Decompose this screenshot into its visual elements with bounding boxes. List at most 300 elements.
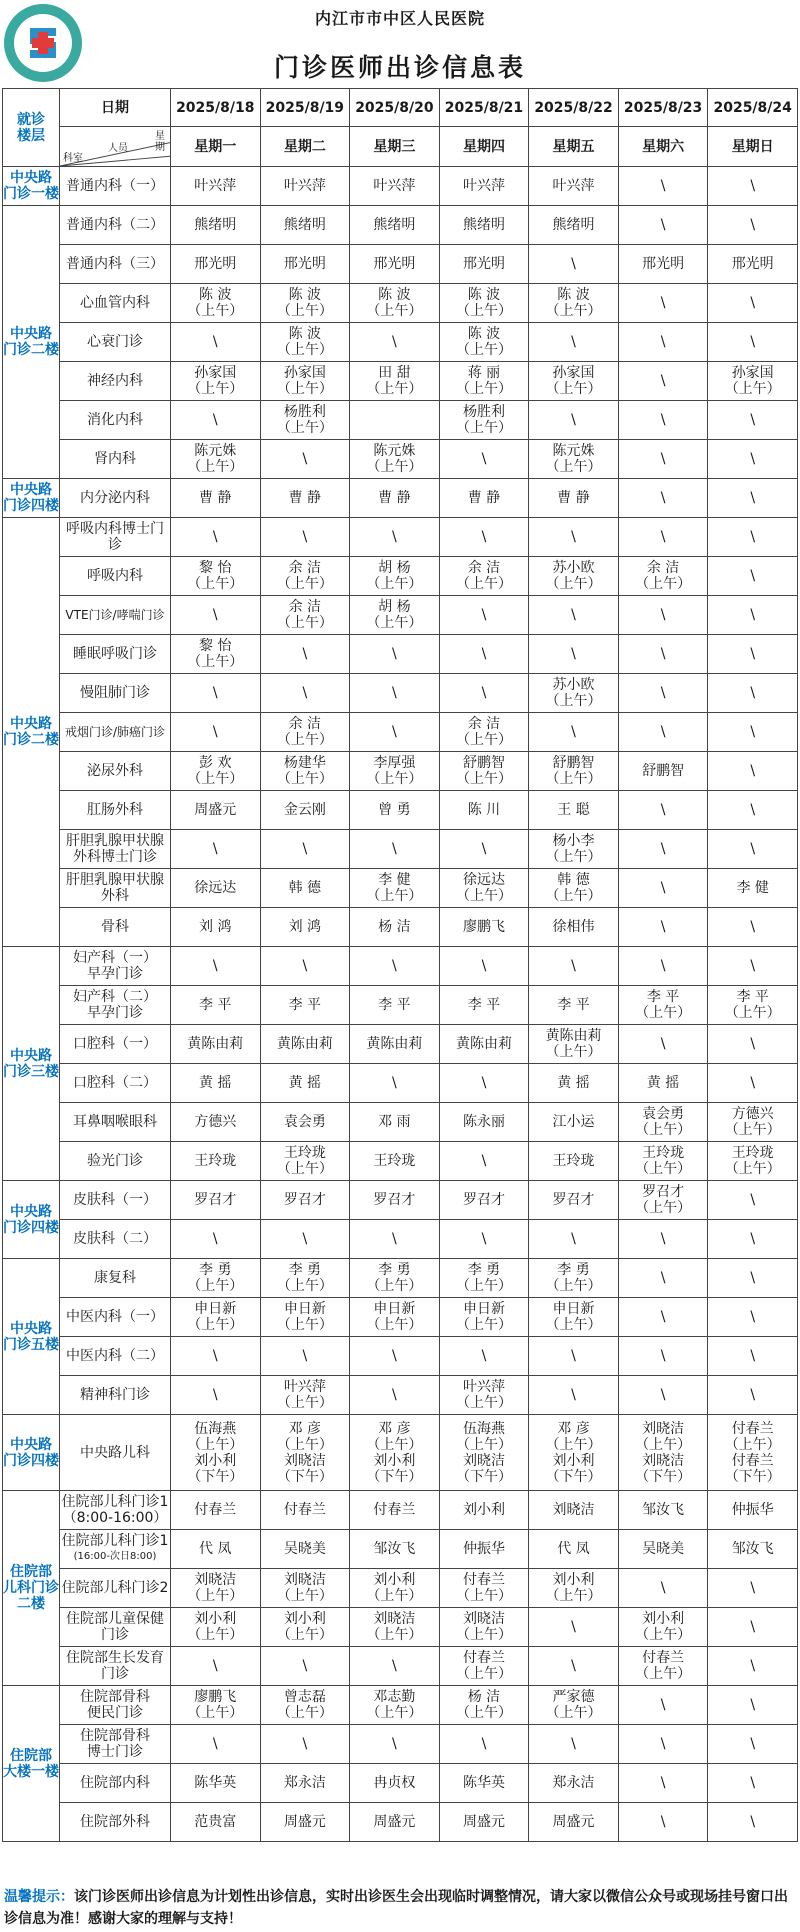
text-line: （上午）	[366, 1317, 423, 1333]
text-line: （上午）	[366, 1436, 423, 1453]
doctor-cell	[618, 1686, 708, 1725]
doctor-cell	[618, 713, 708, 752]
text-line: 李 勇	[557, 1262, 590, 1278]
department-cell	[60, 479, 171, 518]
doctor-cell	[260, 1415, 350, 1491]
floor-cell	[3, 518, 60, 947]
doctor-cell	[618, 1569, 708, 1608]
text-line: 心血管内科	[80, 295, 150, 311]
text-line: \	[571, 724, 576, 740]
text-line: 邓 彦	[557, 1420, 590, 1437]
doctor-cell	[171, 1491, 261, 1530]
text-line: \	[571, 1231, 576, 1247]
text-line: 门诊五楼	[3, 1336, 59, 1353]
doctor-cell	[708, 245, 798, 284]
doctor-cell	[708, 1725, 798, 1764]
text-line: 王玲珑	[642, 1145, 685, 1161]
department-cell	[60, 1725, 171, 1764]
text-line: VTE门诊/哮喘门诊	[65, 607, 165, 622]
text-line: \	[481, 1348, 487, 1364]
schedule-row	[3, 1647, 798, 1686]
doctor-cell	[529, 908, 619, 947]
department-cell	[60, 635, 171, 674]
text-line: （上午）	[276, 1161, 333, 1177]
doctor-cell	[171, 1376, 261, 1415]
department-cell	[60, 674, 171, 713]
doctor-cell	[708, 1337, 798, 1376]
doctor-cell	[529, 1376, 619, 1415]
text-line: （上午）	[545, 693, 602, 709]
doctor-cell	[260, 1686, 350, 1725]
text-line: 袁会勇	[283, 1114, 326, 1130]
text-line: \	[212, 1387, 218, 1403]
text-line: \	[392, 529, 397, 545]
doctor-cell	[439, 1803, 529, 1842]
doctor-cell	[439, 1103, 529, 1142]
text-line: \	[660, 919, 666, 935]
doctor-cell	[529, 440, 619, 479]
text-line: （下午）	[455, 1468, 512, 1485]
text-line: \	[750, 802, 756, 818]
diagonal-header	[60, 127, 171, 167]
schedule-row	[3, 791, 798, 830]
schedule-row	[3, 1103, 798, 1142]
text-line: 仲振华	[462, 1541, 505, 1557]
department-cell	[60, 1025, 171, 1064]
text-line: 范贵富	[194, 1814, 237, 1830]
date-cell: 2025/8/23	[618, 89, 708, 127]
text-line: \	[212, 958, 218, 974]
text-line: （上午）	[545, 1278, 602, 1294]
text-line: （上午）	[366, 1278, 423, 1294]
schedule-row	[3, 1142, 798, 1181]
schedule-row	[3, 518, 798, 557]
doctor-cell	[171, 1764, 261, 1803]
doctor-cell	[171, 557, 261, 596]
text-line: 黄 摇	[288, 1075, 322, 1091]
text-line: 王玲珑	[731, 1145, 774, 1161]
department-cell	[60, 1103, 171, 1142]
doctor-cell	[171, 674, 261, 713]
text-line: 郑永洁	[283, 1775, 326, 1791]
text-line: 田 甜	[378, 365, 411, 381]
text-line: 住院部生长发育	[66, 1650, 164, 1666]
text-line: 江小运	[552, 1114, 595, 1130]
diag-week-label: 星期	[155, 131, 165, 153]
doctor-cell	[529, 1608, 619, 1647]
text-line: 舒鹏智	[642, 763, 685, 779]
text-line: 中央路	[10, 170, 52, 186]
text-line: 王玲珑	[373, 1153, 416, 1169]
text-line: 二楼	[17, 1596, 45, 1612]
text-line: 刘小利	[373, 1452, 416, 1469]
doctor-cell	[260, 713, 350, 752]
doctor-cell	[439, 1725, 529, 1764]
text-line: 邹汝飞	[731, 1541, 774, 1557]
text-line: 中央路	[10, 326, 52, 342]
doctor-cell	[708, 206, 798, 245]
text-line: \	[212, 412, 218, 428]
doctor-cell	[171, 1608, 261, 1647]
schedule-row	[3, 674, 798, 713]
doctor-cell	[708, 1569, 798, 1608]
schedule-row	[3, 1803, 798, 1842]
text-line: 胡 杨	[378, 560, 411, 576]
text-line: （上午）	[187, 1317, 244, 1333]
doctor-cell	[171, 518, 261, 557]
doctor-cell	[260, 284, 350, 323]
doctor-cell	[350, 752, 440, 791]
text-line: 彭 欢	[199, 755, 232, 771]
text-line: （上午）	[455, 732, 512, 748]
doctor-cell	[618, 869, 708, 908]
doctor-cell	[618, 245, 708, 284]
department-cell	[60, 1181, 171, 1220]
doctor-cell	[350, 869, 440, 908]
text-line: 陈 波	[557, 287, 590, 303]
text-line: 中央路	[10, 1203, 52, 1220]
schedule-row	[3, 1259, 798, 1298]
doctor-cell	[350, 1064, 440, 1103]
schedule-row	[3, 1025, 798, 1064]
text-line: \	[481, 685, 487, 701]
text-line: 刘晓洁	[642, 1420, 685, 1437]
text-line: \	[571, 334, 576, 350]
text-line: （上午）	[276, 420, 333, 436]
text-line: 住院部	[10, 1564, 52, 1580]
text-line: （上午）	[276, 576, 333, 592]
doctor-cell	[529, 167, 619, 206]
schedule-row	[3, 752, 798, 791]
text-line: 付春兰	[194, 1502, 237, 1518]
date-cell: 2025/8/24	[708, 89, 798, 127]
doctor-cell	[708, 1259, 798, 1298]
text-line: 王 聪	[557, 802, 590, 818]
doctor-cell	[529, 245, 619, 284]
doctor-cell	[618, 1025, 708, 1064]
doctor-cell	[529, 596, 619, 635]
text-line: \	[392, 685, 397, 701]
text-line: 罗召才	[373, 1192, 416, 1208]
text-line: （上午）	[366, 615, 423, 631]
text-line: （上午）	[276, 615, 333, 631]
doctor-cell	[708, 479, 798, 518]
text-line: \	[302, 646, 308, 662]
doctor-cell	[260, 1337, 350, 1376]
doctor-cell	[529, 1103, 619, 1142]
schedule-row	[3, 1064, 798, 1103]
text-line: 曹 静	[557, 490, 590, 506]
text-line: \	[750, 1697, 756, 1713]
text-line: 刘 鸿	[288, 919, 322, 935]
text-line: 妇产科（二）	[73, 989, 157, 1005]
doctor-cell	[529, 1530, 619, 1569]
text-line: 慢阻肺门诊	[80, 685, 150, 701]
doctor-cell	[618, 947, 708, 986]
text-line: （上午）	[635, 1666, 692, 1682]
text-line: \	[750, 178, 756, 194]
doctor-cell	[260, 986, 350, 1025]
text-line: 罗召才	[642, 1184, 685, 1200]
doctor-cell	[708, 167, 798, 206]
text-line: 叶兴萍	[552, 178, 595, 194]
text-line: \	[750, 1270, 756, 1286]
schedule-row	[3, 1725, 798, 1764]
floor-header	[3, 89, 60, 167]
doctor-cell	[171, 596, 261, 635]
text-line: \	[750, 1075, 756, 1091]
text-line: \	[212, 334, 218, 350]
doctor-cell	[171, 1181, 261, 1220]
doctor-cell	[529, 1725, 619, 1764]
doctor-cell	[350, 1764, 440, 1803]
doctor-cell	[529, 1220, 619, 1259]
text-line: \	[660, 880, 666, 896]
text-line: 付春兰	[283, 1502, 326, 1518]
text-line: 李 平	[736, 989, 769, 1005]
schedule-row	[3, 947, 798, 986]
weekday-cell: 星期日	[708, 127, 798, 167]
doctor-cell	[708, 1298, 798, 1337]
text-line: 孙家国	[552, 365, 595, 381]
text-line: 邢光明	[194, 256, 237, 272]
text-line: 杨小李	[552, 833, 595, 849]
text-line: （上午）	[545, 888, 602, 904]
text-line: 刘小利	[642, 1611, 685, 1627]
text-line: 李 平	[199, 997, 232, 1013]
text-line: （上午）	[276, 381, 333, 397]
doctor-cell	[171, 1220, 261, 1259]
doctor-cell	[708, 1764, 798, 1803]
text-line: 孙家国	[194, 365, 237, 381]
text-line: （上午）	[545, 1044, 602, 1060]
text-line: （上午）	[545, 771, 602, 787]
doctor-cell	[618, 596, 708, 635]
doctor-cell	[439, 518, 529, 557]
text-line: 刘小利	[283, 1611, 326, 1627]
text-line: 熊绪明	[373, 217, 416, 233]
schedule-row	[3, 167, 798, 206]
doctor-cell	[260, 1491, 350, 1530]
doctor-cell	[171, 791, 261, 830]
text-line: 黄 摇	[646, 1075, 680, 1091]
text-line: 门诊三楼	[3, 1063, 59, 1080]
text-line: \	[481, 451, 487, 467]
text-line: \	[750, 841, 756, 857]
text-line: \	[750, 685, 756, 701]
department-cell	[60, 713, 171, 752]
doctor-cell	[618, 1803, 708, 1842]
schedule-row	[3, 1530, 798, 1569]
doctor-cell	[618, 1220, 708, 1259]
notice	[0, 1886, 800, 1930]
text-line: 住院部	[10, 1747, 52, 1764]
doctor-cell	[171, 1569, 261, 1608]
text-line: \	[750, 451, 756, 467]
doctor-cell	[618, 1259, 708, 1298]
doctor-cell	[618, 1298, 708, 1337]
doctor-cell	[439, 1530, 529, 1569]
text-line: \	[750, 1036, 756, 1052]
text-line: 叶兴萍	[283, 178, 326, 194]
text-line: \	[750, 295, 756, 311]
doctor-cell	[350, 206, 440, 245]
doctor-cell	[171, 986, 261, 1025]
text-line: 舒鹏智	[552, 755, 595, 771]
department-cell	[60, 1764, 171, 1803]
floor-cell	[3, 1491, 60, 1686]
doctor-cell	[618, 479, 708, 518]
doctor-cell	[439, 1569, 529, 1608]
doctor-cell	[350, 986, 440, 1025]
text-line: （上午）	[366, 1627, 423, 1643]
text-line: 周盛元	[194, 802, 237, 818]
doctor-cell	[350, 1220, 440, 1259]
text-line: 骨科	[101, 919, 129, 935]
text-line: 陈 波	[199, 287, 232, 303]
text-line: （上午）	[276, 1317, 333, 1333]
text-line: \	[481, 1153, 487, 1169]
text-line: （上午）	[187, 1588, 244, 1604]
text-line: 刘晓洁	[642, 1452, 685, 1469]
doctor-cell	[529, 1142, 619, 1181]
doctor-cell	[171, 635, 261, 674]
department-cell	[60, 1220, 171, 1259]
text-line: 申日新	[194, 1301, 237, 1317]
text-line: \	[392, 1658, 397, 1674]
doctor-cell	[439, 635, 529, 674]
doctor-cell	[708, 713, 798, 752]
text-line: （上午）	[455, 420, 512, 436]
department-cell	[60, 401, 171, 440]
text-line: 刘小利	[194, 1611, 237, 1627]
doctor-cell	[529, 401, 619, 440]
department-cell	[60, 1647, 171, 1686]
text-line: 罗召才	[283, 1192, 326, 1208]
doctor-cell	[708, 1142, 798, 1181]
doctor-cell	[439, 674, 529, 713]
doctor-cell	[260, 518, 350, 557]
text-line: 刘晓洁	[462, 1452, 505, 1469]
department-cell	[60, 986, 171, 1025]
text-line: （上午）	[635, 1200, 692, 1216]
text-line: 门诊二楼	[3, 732, 59, 748]
text-line: \	[212, 529, 218, 545]
text-line: \	[750, 724, 756, 740]
doctor-cell	[529, 1415, 619, 1491]
date-cell: 2025/8/22	[529, 89, 619, 127]
text-line: \	[481, 841, 487, 857]
text-line: \	[392, 1231, 397, 1247]
doctor-cell	[350, 1725, 440, 1764]
text-line: （上午）	[724, 1436, 781, 1453]
doctor-cell	[350, 1142, 440, 1181]
text-line: 楼层	[17, 127, 45, 144]
doctor-cell	[529, 206, 619, 245]
text-line: 申日新	[283, 1301, 326, 1317]
doctor-cell	[529, 791, 619, 830]
text-line: （上午）	[276, 1627, 333, 1643]
doctor-cell	[708, 1415, 798, 1491]
page-title: 门诊医师出诊信息表	[273, 53, 526, 82]
diag-staff-label: 人员	[108, 143, 128, 154]
text-line: （上午）	[187, 1278, 244, 1294]
text-line: \	[660, 373, 666, 389]
doctor-cell	[350, 284, 440, 323]
text-line: \	[750, 1192, 756, 1208]
doctor-cell	[529, 713, 619, 752]
text-line: 康复科	[94, 1270, 136, 1286]
doctor-cell	[529, 1025, 619, 1064]
text-line: （上午）	[276, 342, 333, 358]
text-line: 陈 波	[467, 326, 501, 342]
doctor-cell	[260, 908, 350, 947]
text-line: \	[660, 1309, 666, 1325]
doctor-cell	[708, 635, 798, 674]
doctor-cell	[529, 1259, 619, 1298]
text-line: 住院部儿科门诊2	[61, 1580, 169, 1596]
text-line: （上午）	[545, 303, 602, 319]
text-line: 申日新	[462, 1301, 505, 1317]
text-line: 消化内科	[87, 412, 143, 428]
doctor-cell	[260, 1530, 350, 1569]
doctor-cell	[529, 869, 619, 908]
text-line: \	[571, 1736, 576, 1752]
text-line: 黄 摇	[557, 1075, 590, 1091]
text-line: \	[392, 958, 397, 974]
department-cell	[60, 1142, 171, 1181]
text-line: （上午）	[455, 771, 512, 787]
department-cell	[60, 947, 171, 986]
text-line: （上午）	[276, 771, 333, 787]
doctor-cell	[171, 908, 261, 947]
doctor-cell	[171, 1803, 261, 1842]
doctor-cell	[618, 1764, 708, 1803]
doctor-cell	[439, 401, 529, 440]
text-line: \	[660, 1736, 666, 1752]
doctor-cell	[260, 947, 350, 986]
text-line: \	[660, 958, 666, 974]
text-line: (16:00-次日8:00)	[73, 1551, 157, 1562]
text-line: 熊绪明	[283, 217, 326, 233]
doctor-cell	[260, 1647, 350, 1686]
doctor-cell	[439, 245, 529, 284]
doctor-cell	[439, 1491, 529, 1530]
doctor-cell	[618, 1064, 708, 1103]
doctor-cell	[618, 1725, 708, 1764]
schedule-row	[3, 1337, 798, 1376]
text-line: 神经内科	[87, 373, 143, 389]
text-line: （上午）	[366, 771, 423, 787]
weekday-cell: 星期三	[350, 127, 440, 167]
text-line: \	[212, 1736, 218, 1752]
text-line: \	[660, 1387, 666, 1403]
doctor-cell	[350, 440, 440, 479]
doctor-cell	[171, 362, 261, 401]
doctor-cell	[618, 1142, 708, 1181]
doctor-cell	[439, 1764, 529, 1803]
text-line: 刘晓洁	[194, 1572, 237, 1588]
department-cell	[60, 1491, 171, 1530]
schedule-row	[3, 1608, 798, 1647]
text-line: 邢光明	[642, 256, 685, 272]
doctor-cell	[708, 908, 798, 947]
text-line: 住院部骨科	[80, 1689, 150, 1705]
text-line: 徐相伟	[552, 919, 595, 935]
doctor-cell	[260, 1064, 350, 1103]
doctor-cell	[350, 791, 440, 830]
text-line: \	[392, 841, 397, 857]
